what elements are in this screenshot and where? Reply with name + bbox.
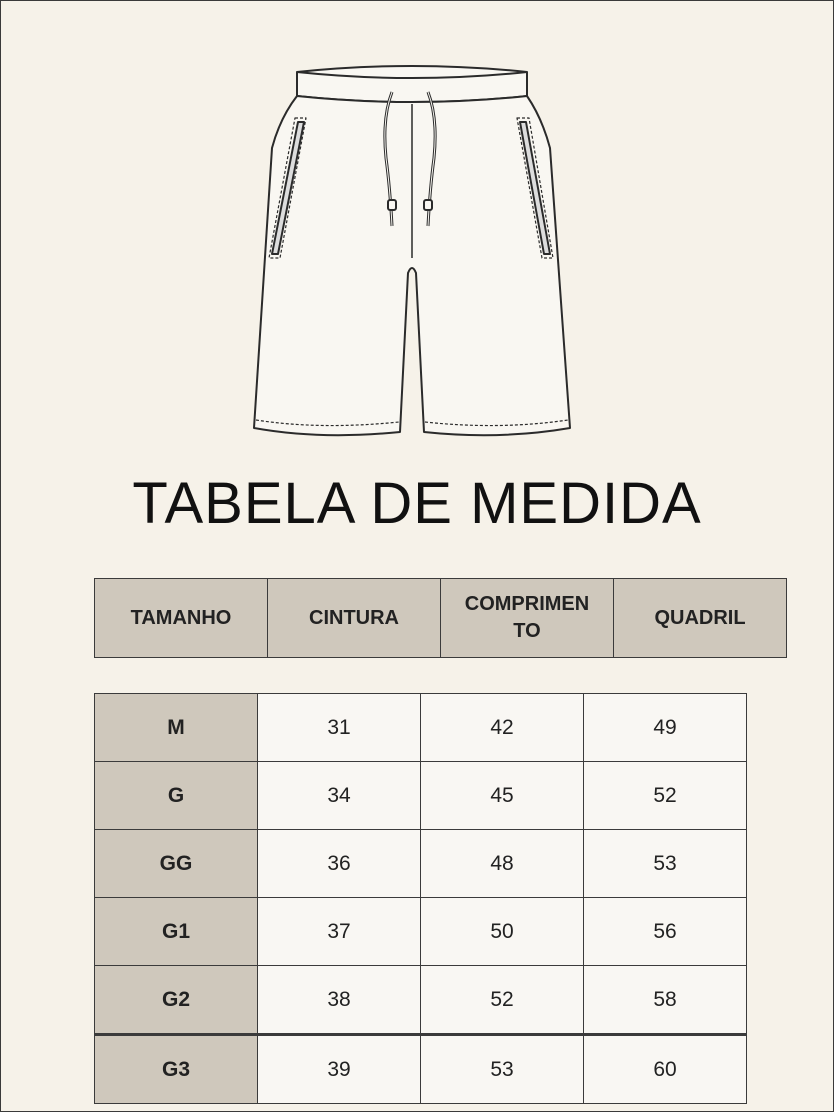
hip-cell: 49 [584, 694, 747, 762]
waist-cell: 36 [258, 830, 421, 898]
size-cell: M [95, 694, 258, 762]
length-cell: 53 [421, 1035, 584, 1104]
table-row [95, 694, 747, 762]
hip-cell: 60 [584, 1035, 747, 1104]
hip-cell: 53 [584, 830, 747, 898]
size-cell: G1 [95, 898, 258, 966]
size-cell: G2 [95, 966, 258, 1035]
waist-cell: 31 [258, 694, 421, 762]
shorts-drawing-icon [240, 58, 585, 458]
column-header-length: COMPRIMEN TO [441, 579, 614, 658]
column-header-size: TAMANHO [95, 579, 268, 658]
table-row [95, 898, 747, 966]
size-cell: G3 [95, 1035, 258, 1104]
length-cell: 50 [421, 898, 584, 966]
waist-cell: 34 [258, 762, 421, 830]
length-cell: 42 [421, 694, 584, 762]
table-row [95, 762, 747, 830]
column-header-waist: CINTURA [268, 579, 441, 658]
hip-cell: 58 [584, 966, 747, 1035]
waist-cell: 39 [258, 1035, 421, 1104]
hip-cell: 56 [584, 898, 747, 966]
waist-cell: 38 [258, 966, 421, 1035]
size-cell: G [95, 762, 258, 830]
length-cell: 48 [421, 830, 584, 898]
size-table-header [94, 578, 787, 658]
waist-cell: 37 [258, 898, 421, 966]
length-cell: 45 [421, 762, 584, 830]
hip-cell: 52 [584, 762, 747, 830]
length-cell: 52 [421, 966, 584, 1035]
size-cell: GG [95, 830, 258, 898]
page-title: TABELA DE MEDIDA [132, 471, 702, 536]
column-header-hip: QUADRIL [614, 579, 787, 658]
table-row [95, 830, 747, 898]
size-table [94, 693, 747, 1104]
table-row [95, 1035, 747, 1104]
table-row [95, 966, 747, 1035]
